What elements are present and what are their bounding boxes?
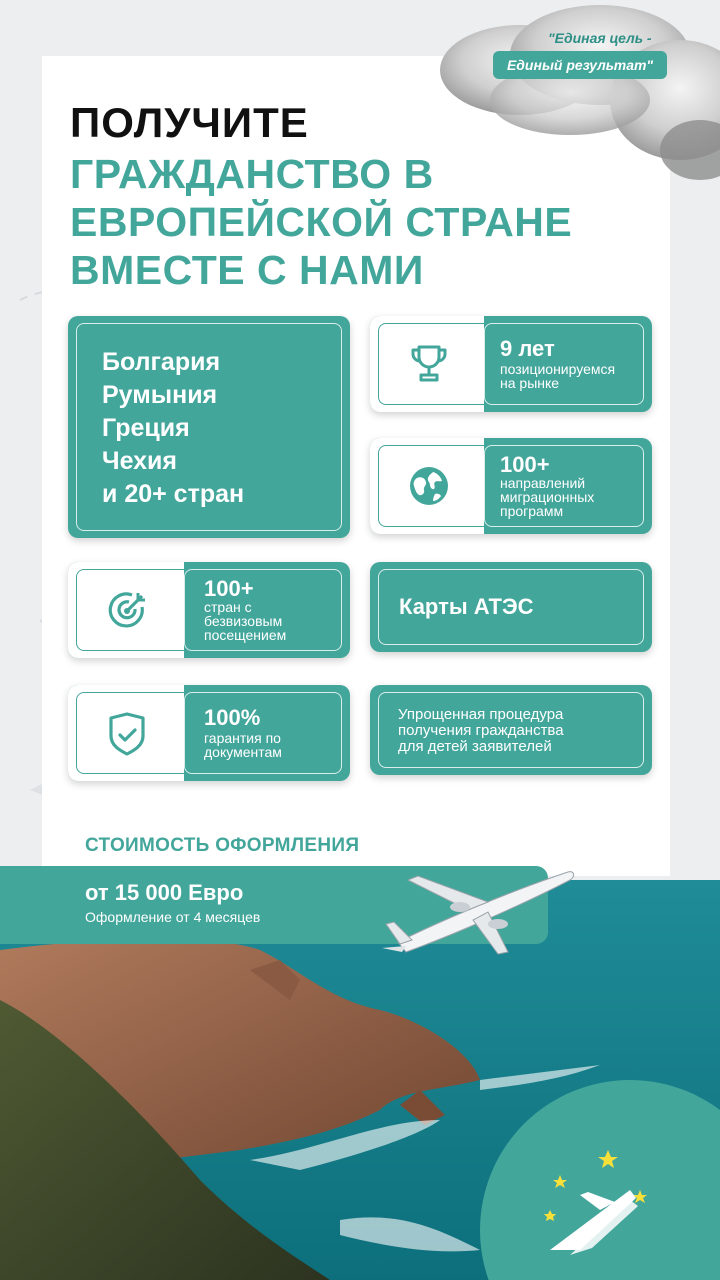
countries-list (102, 346, 244, 511)
country-item: Греция (102, 414, 190, 442)
children-desc-2: получения гражданства (398, 722, 564, 739)
visa-value: 100+ (204, 576, 254, 601)
processing-time: Оформление от 4 месяцев (85, 909, 261, 925)
headline-line1: ПОЛУЧИТЕ (70, 99, 309, 146)
visa-desc-1: стран с (204, 599, 252, 615)
headline-accent (70, 150, 670, 294)
cost-label: СТОИМОСТЬ ОФОРМЛЕНИЯ (85, 835, 360, 856)
headline-line4: ВМЕСТЕ С НАМИ (70, 247, 424, 293)
guarantee-value: 100% (204, 705, 261, 730)
atec-tile (370, 562, 652, 652)
slogan-line1: "Единая цель - (548, 30, 652, 46)
guarantee-desc-1: гарантия по (204, 730, 281, 746)
programs-desc-3: программ (500, 503, 564, 519)
airplane-illustration (378, 862, 578, 962)
years-value: 9 лет (500, 336, 555, 361)
atec-label: Карты АТЭС (399, 594, 534, 619)
headline-line3: ЕВРОПЕЙСКОЙ СТРАНЕ (70, 199, 573, 245)
years-tile (370, 316, 652, 412)
children-desc-3: для детей заявителей (398, 738, 552, 755)
programs-tile (370, 438, 652, 534)
visa-desc-3: посещением (204, 627, 287, 643)
children-tile (370, 685, 652, 775)
guarantee-desc-2: документам (204, 744, 282, 760)
visa-desc-2: безвизовым (204, 613, 283, 629)
headline-line2: ГРАЖДАНСТВО В (70, 151, 434, 197)
countries-tile (68, 316, 350, 538)
target-icon (106, 589, 150, 633)
country-item: Болгария (102, 348, 221, 376)
programs-value: 100+ (500, 452, 550, 477)
programs-desc-1: направлений (500, 475, 586, 491)
programs-desc-2: миграционных (500, 489, 595, 505)
visa-free-tile (68, 562, 350, 658)
years-desc-1: позиционируемся (500, 361, 616, 377)
country-item: Румыния (102, 381, 218, 409)
globe-icon (407, 464, 451, 508)
guarantee-tile (68, 685, 350, 781)
shield-check-icon (106, 712, 148, 756)
years-desc-2: на рынке (500, 375, 560, 391)
company-logo (480, 1080, 720, 1280)
country-item: и 20+ стран (102, 480, 245, 508)
price-value: от 15 000 Евро (85, 880, 244, 905)
trophy-icon (407, 342, 451, 386)
children-desc-1: Упрощенная процедура (398, 706, 564, 723)
country-item: Чехия (102, 447, 177, 475)
slogan-badge: Единый результат" (493, 51, 667, 79)
